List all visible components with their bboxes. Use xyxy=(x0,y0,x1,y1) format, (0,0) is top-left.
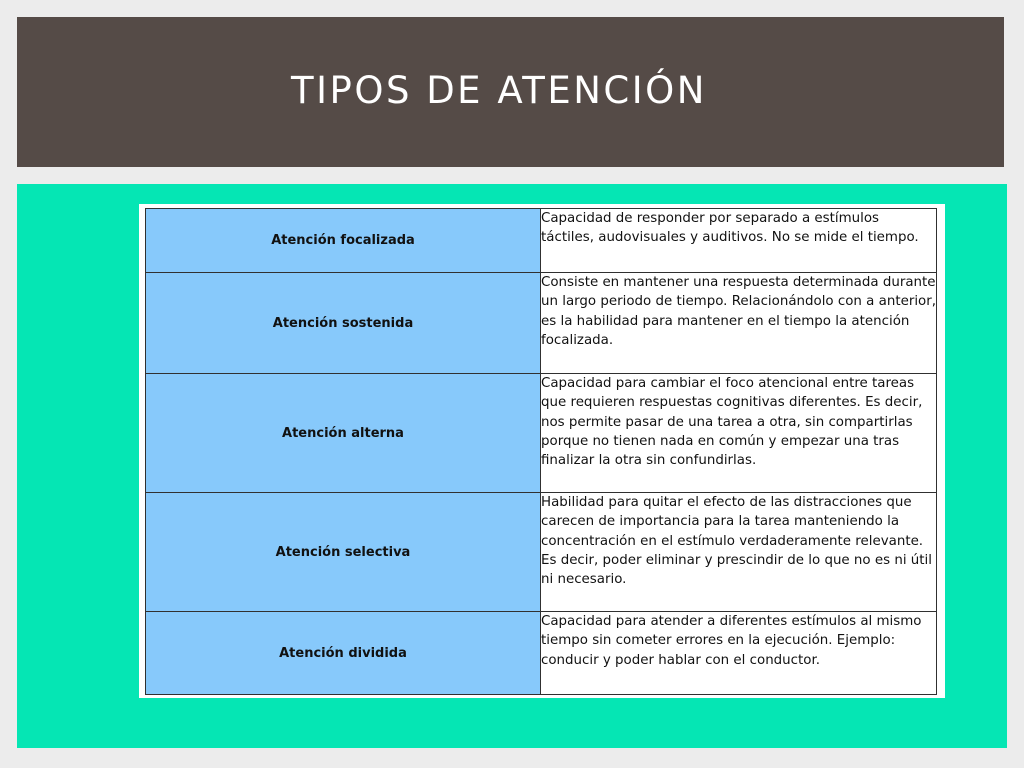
title-bar xyxy=(17,17,1004,167)
attention-type-label: Atención dividida xyxy=(146,612,541,695)
table-row xyxy=(146,273,937,374)
attention-type-label: Atención focalizada xyxy=(146,209,541,273)
attention-type-description: Consiste en mantener una respuesta determinada durante un largo periodo de tiempo. Relacionándolo con a anterior, es la habilidad para mantener en el tiempo la atención focalizada. xyxy=(541,273,937,374)
attention-type-label: Atención sostenida xyxy=(146,273,541,374)
table-row xyxy=(146,374,937,493)
table-row xyxy=(146,612,937,695)
attention-type-description: Capacidad para atender a diferentes estímulos al mismo tiempo sin cometer errores en la ejecución. Ejemplo: conducir y poder hablar con el conductor. xyxy=(541,612,937,695)
attention-type-description: Capacidad de responder por separado a estímulos táctiles, audovisuales y auditivos. No se mide el tiempo. xyxy=(541,209,937,273)
attention-type-label: Atención selectiva xyxy=(146,493,541,612)
attention-type-description: Capacidad para cambiar el foco atencional entre tareas que requieren respuestas cognitivas diferentes. Es decir, nos permite pasar de una tarea a otra, sin compartirlas porque no tienen nada en común y empezar una tras finalizar la otra sin confundirlas. xyxy=(541,374,937,493)
table-frame xyxy=(139,204,945,698)
table-row xyxy=(146,209,937,273)
attention-type-label: Atención alterna xyxy=(146,374,541,493)
attention-types-table xyxy=(145,208,937,695)
attention-type-description: Habilidad para quitar el efecto de las distracciones que carecen de importancia para la tarea manteniendo la concentración en el estímulo verdaderamente relevante. Es decir, poder eliminar y prescindir de lo que no es ni útil ni necesario. xyxy=(541,493,937,612)
table-row xyxy=(146,493,937,612)
slide-title: TIPOS DE ATENCIÓN xyxy=(291,69,707,112)
